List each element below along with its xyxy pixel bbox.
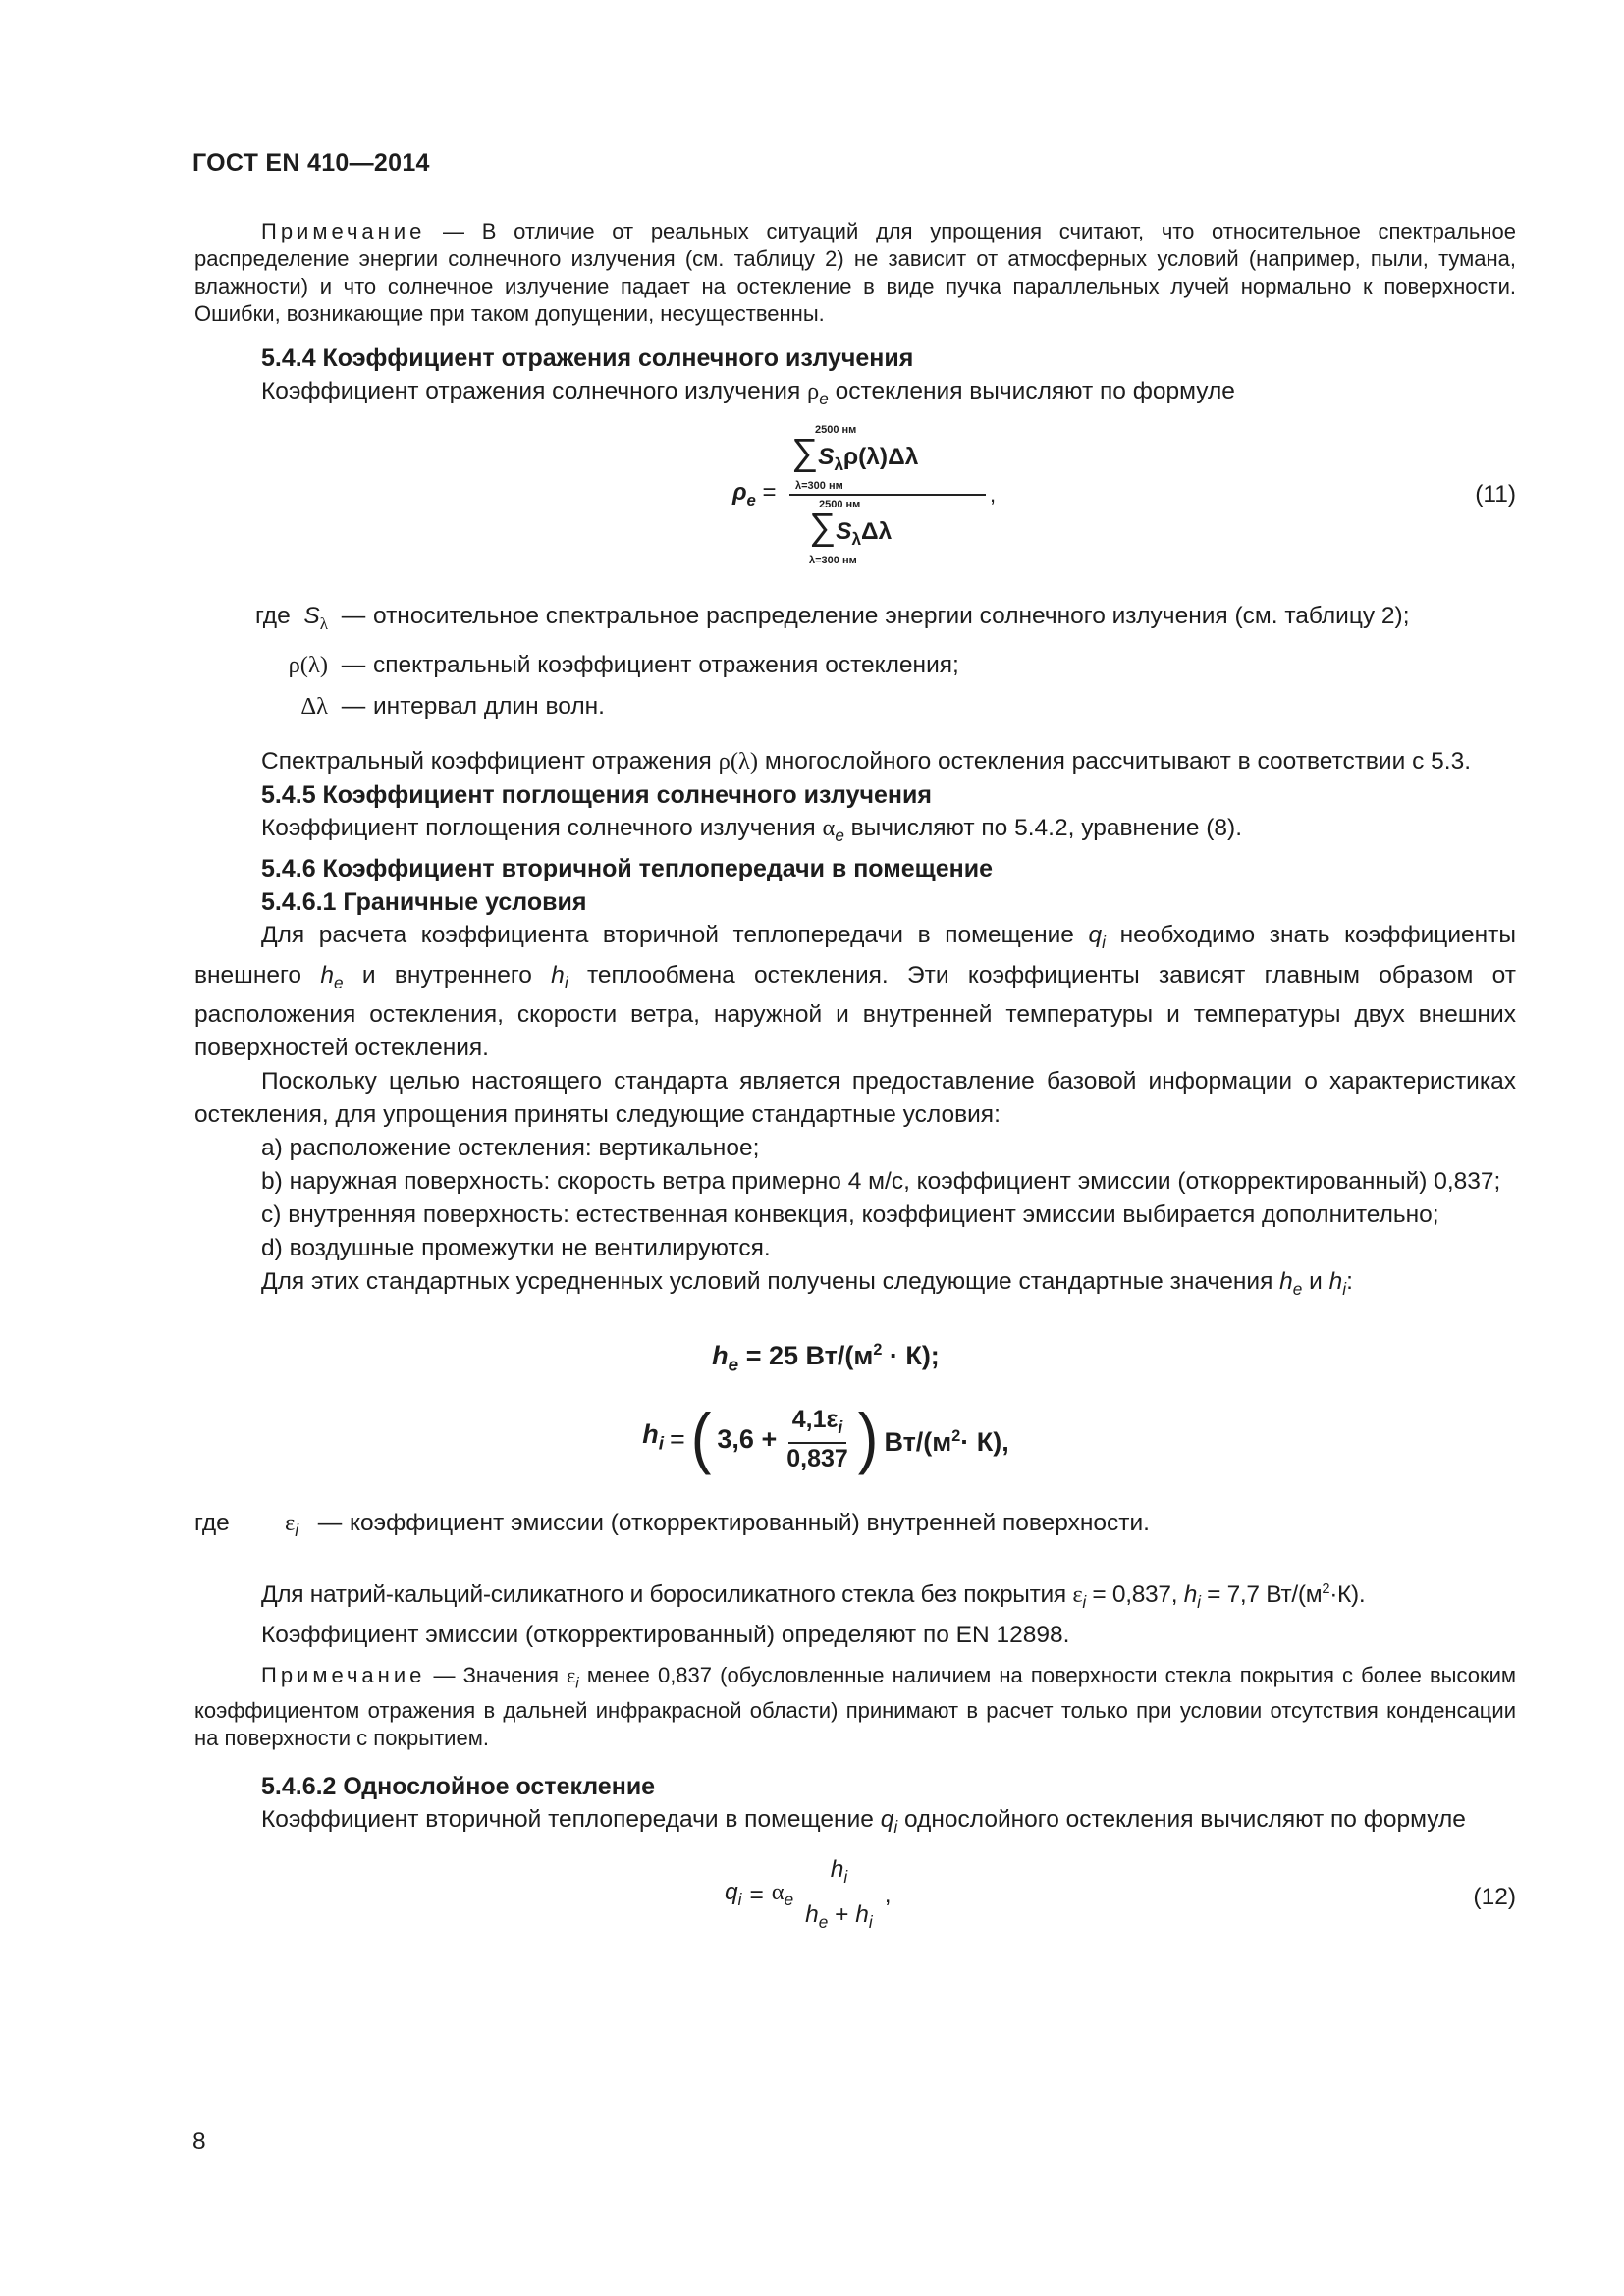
list-item: b) наружная поверхность: скорость ветра примерно 4 м/с, коэффициент эмиссии (откорректированный) 0,837;: [261, 1168, 1501, 1196]
definition-row: где $S_\lambda$ — относительное спектральное распределение энергии солнечного излучения (см. таблицу 2);: [254, 602, 1410, 633]
heading-5-4-6-2: 5.4.6.2 Однослойное остекление: [261, 1773, 656, 1801]
heading-5-4-4: 5.4.4 Коэффициент отражения солнечного излучения: [261, 345, 914, 372]
formula-he: $h_e = 25$ $Вт/(м^2 \cdot К)$;: [712, 1341, 940, 1376]
paragraph-reflection-intro: Коэффициент отражения солнечного излучения $\rho_e$ остекления вычисляют по формуле: [261, 378, 1235, 408]
page-header: ГОСТ EN 410—2014: [192, 149, 430, 177]
heading-5-4-5: 5.4.5 Коэффициент поглощения солнечного излучения: [261, 780, 932, 809]
list-item: a) расположение остекления: вертикальное;: [261, 1135, 760, 1162]
definition-row: ρ(λ) — спектральный коэффициент отражения остекления;: [288, 651, 959, 678]
formula-hi: $h_i$ = ( 3,6 + $\frac{4,1\varepsilon_i}{0,837}$ ) $Вт/(м^2\cdot К)$,: [642, 1401, 1009, 1476]
page-content: [194, 218, 1516, 1949]
heading-5-4-6: 5.4.6 Коэффициент вторичной теплопередачи в помещение: [261, 854, 994, 882]
paragraph-single-glazing: Коэффициент вторичной теплопередачи в помещение $q_i$ однослойного остекления вычисляют по формуле: [261, 1806, 1466, 1837]
paragraph-glass: Для натрий-кальций-силикатного и боросиликатного стекла без покрытия $\varepsilon_i = 0,837$, $h_i = 7,7$ $Вт/(м^2\cdot К)$.: [261, 1580, 1366, 1612]
definition-row: Δλ — интервал длин волн.: [300, 692, 605, 720]
page-number: 8: [192, 2128, 206, 2155]
definition-eps: где $\varepsilon_i$ — коэффициент эмиссии (откорректированный) внутренней поверхности.: [194, 1509, 1150, 1540]
list-item: c) внутренняя поверхность: естественная конвекция, коэффициент эмиссии выбирается дополнительно;: [261, 1201, 1439, 1229]
list-item: d) воздушные промежутки не вентилируются.: [261, 1235, 771, 1262]
paragraph-standard-conditions: Поскольку целью настоящего стандарта является предоставление базовой информации о характеристиках остекления, для упрощения приняты следующие стандартные условия:: [194, 1068, 1516, 1129]
paragraph-absorption: Коэффициент поглощения солнечного излучения $\alpha_e$ вычисляют по 5.4.2, уравнение (8).: [261, 814, 1243, 845]
paragraph-emission-ref: Коэффициент эмиссии (откорректированный) определяют по EN 12898.: [261, 1621, 1070, 1648]
definitions-11: [194, 596, 1516, 727]
formula-11: $\rho_e$ = 2500 нм $\sum S_\lambda\rho(\lambda)\Delta\lambda$ λ=300 нм 2500 нм $\sum S_\lambda\Delta\lambda$ λ=300 нм , (11): [732, 423, 1516, 566]
paragraph-boundary-conditions: Для расчета коэффициента вторичной теплопередачи в помещение $q_i$ необходимо знать коэффициенты внешнего $h_e$ и внутреннего $h_i$ теплообмена остекления. Эти коэффициенты зависят главным образом от расположения остекления, скорости ветра, наружной и внутренней температуры и температуры двух внешних поверхностей остекления.: [194, 921, 1516, 1062]
note-1: Примечание — В отличие от реальных ситуаций для упрощения считают, что относительное спектральное распределение энергии солнечного излучения (см. таблицу 2) не зависит от атмосферных условий (например, пыли, тумана, влажности) и что солнечное излучение падает на остекление в виде пучка параллельных лучей нормально к поверхности. Ошибки, возникающие при таком допущении, несущественны.: [194, 219, 1516, 326]
equation-number-11: (11): [1475, 480, 1516, 507]
paragraph-spectral: Спектральный коэффициент отражения ρ(λ) многослойного остекления рассчитывают в соответствии с 5.3.: [261, 747, 1472, 774]
equation-number-12: (12): [1473, 1883, 1516, 1910]
paragraph-standard-values: Для этих стандартных усредненных условий получены следующие стандартные значения $h_e$ и $h_i$:: [261, 1268, 1353, 1300]
heading-5-4-6-1: 5.4.6.1 Граничные условия: [261, 887, 587, 916]
note-2: Примечание — Значения $\varepsilon_i$ менее 0,837 (обусловленные наличием на поверхности стекла покрытия с более высоким коэффициентом отражения в дальней инфракрасной области) принимают в расчет только при условии отсутствия конденсации на поверхности с покрытием.: [194, 1662, 1517, 1751]
note-label: Примечание: [261, 219, 426, 243]
formula-12: $q_i$ = $\alpha_e$ $\frac{h_i}{h_e + h_i}$ , (12): [194, 1851, 1516, 1949]
